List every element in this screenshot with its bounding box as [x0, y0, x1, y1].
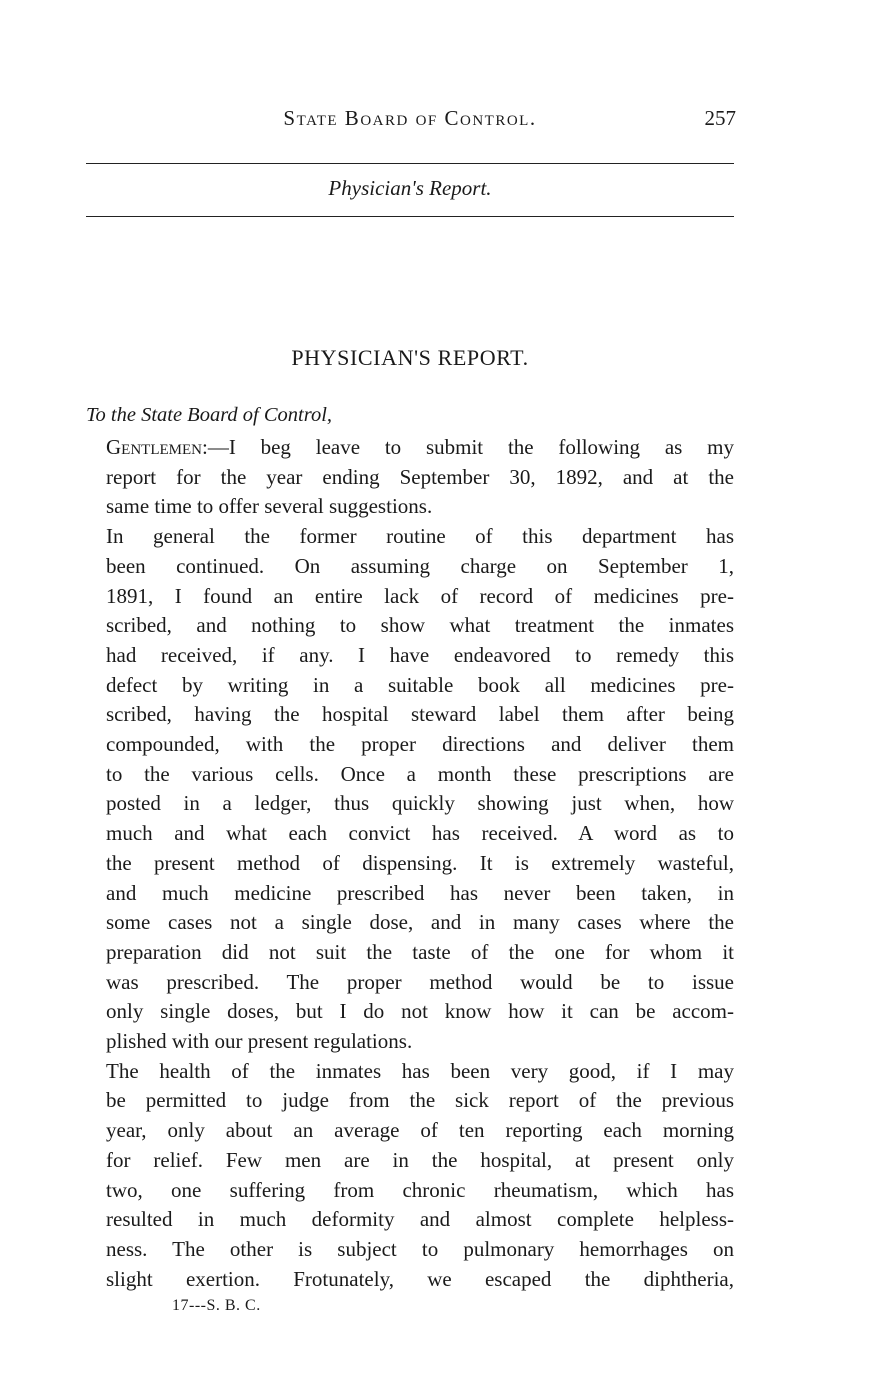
paragraph-1 — [84, 433, 734, 522]
text-line: compounded, with the proper directions and deliver them — [106, 732, 734, 757]
text-line: much and what each convict has received. A word as to — [106, 821, 734, 846]
text-line: scribed, having the hospital steward label them after being — [106, 702, 734, 727]
greeting: Gentlemen — [106, 435, 202, 459]
header-rule-top — [86, 163, 734, 164]
printer-signature-mark: 17---S. B. C. — [172, 1297, 261, 1314]
text-line: plished with our present regulations. — [106, 1029, 413, 1054]
section-heading: Physician's Report. — [328, 176, 492, 200]
text-line: posted in a ledger, thus quickly showing just when, how — [106, 791, 734, 816]
text-line: and much medicine prescribed has never been taken, in — [106, 880, 734, 905]
text-line: had received, if any. I have endeavored to remedy this — [106, 642, 734, 667]
running-title: State Board of Control. — [283, 106, 537, 130]
running-head — [86, 106, 734, 136]
header-rule-bottom — [86, 216, 734, 217]
text-line: preparation did not suit the taste of the one for whom it — [106, 939, 734, 964]
text-line: only single doses, but I do not know how it can be accom- — [106, 999, 734, 1024]
text-line: report for the year ending September 30, 1892, and at the — [106, 464, 734, 489]
text-line: same time to offer several suggestions. — [106, 494, 433, 519]
text-line: slight exertion. Frotunately, we escaped the diphtheria, — [106, 1266, 734, 1291]
paragraph-3 — [84, 1057, 734, 1295]
text-line: been continued. On assuming charge on September 1, — [106, 553, 734, 578]
text-line: the present method of dispensing. It is extremely wasteful, — [106, 850, 734, 875]
text-line: was prescribed. The proper method would be to issue — [106, 969, 734, 994]
salutation: To the State Board of Control, — [86, 404, 333, 426]
text-line: The health of the inmates has been very good, if I may — [106, 1058, 734, 1083]
report-title: PHYSICIAN'S REPORT. — [291, 345, 529, 370]
paragraph-2 — [84, 522, 734, 1057]
text-line: be permitted to judge from the sick report of the previous — [106, 1088, 734, 1113]
text-line: scribed, and nothing to show what treatment the inmates — [106, 613, 734, 638]
text-line: Gentlemen:—I beg leave to submit the following as my — [106, 435, 734, 459]
text-line: ness. The other is subject to pulmonary hemorrhages on — [106, 1236, 734, 1261]
text-line: two, one suffering from chronic rheumatism, which has — [106, 1177, 734, 1202]
text-line: In general the former routine of this department has — [106, 524, 734, 549]
text-line: 1891, I found an entire lack of record of medicines pre- — [106, 583, 734, 608]
text-line: defect by writing in a suitable book all medicines pre- — [106, 672, 734, 697]
page-number: 257 — [704, 106, 736, 130]
text-line: for relief. Few men are in the hospital, at present only — [106, 1147, 734, 1172]
text-line: year, only about an average of ten reporting each morning — [106, 1118, 734, 1143]
text-line: to the various cells. Once a month these prescriptions are — [106, 761, 734, 786]
text-line: resulted in much deformity and almost complete helpless- — [106, 1207, 734, 1232]
report-body — [84, 433, 734, 1294]
text-line: some cases not a single dose, and in many cases where the — [106, 910, 734, 935]
